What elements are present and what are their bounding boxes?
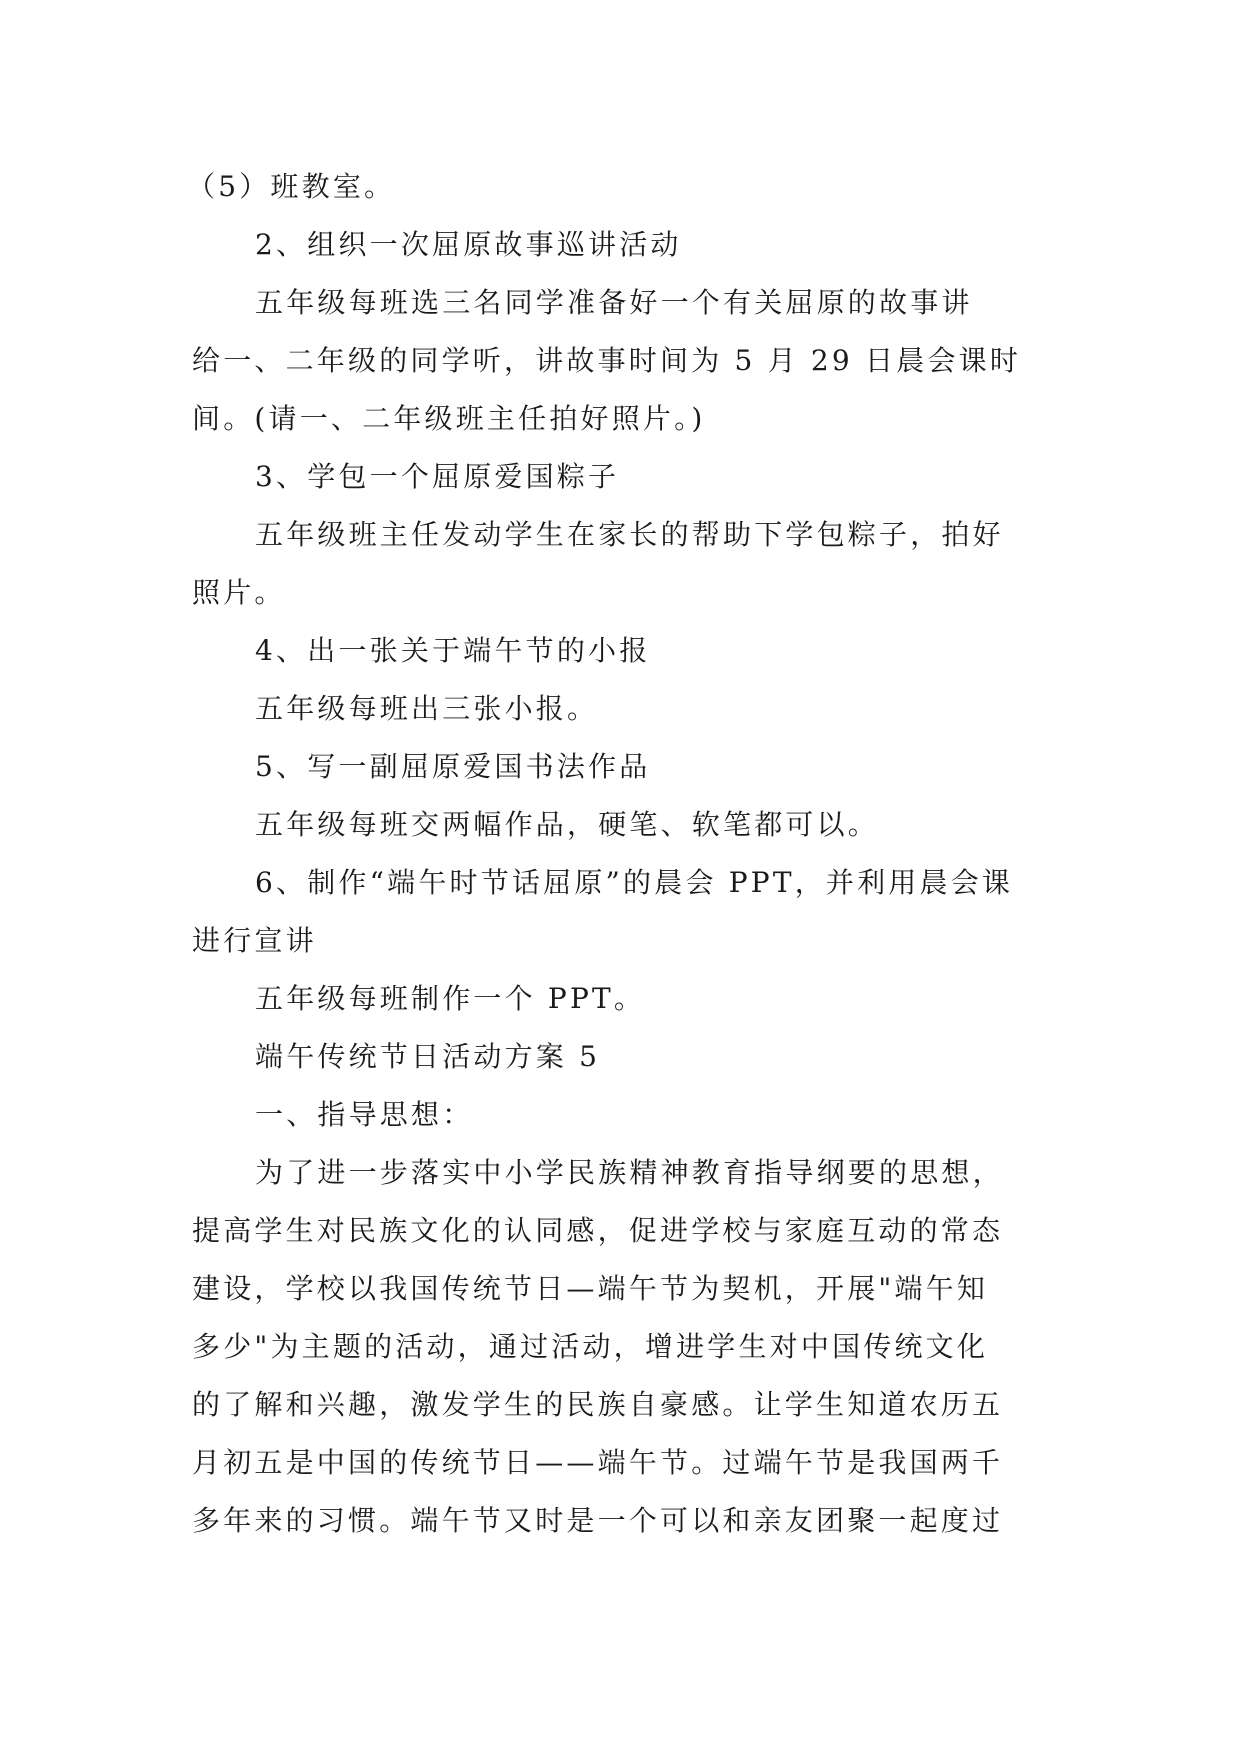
text-line: 给一、二年级的同学听，讲故事时间为 5 月 29 日晨会课时 — [192, 344, 1022, 377]
text-line: 提高学生对民族文化的认同感，促进学校与家庭互动的常态 — [192, 1214, 1004, 1247]
text-line: 进行宣讲 — [192, 924, 317, 957]
section-heading: 5、写一副屈原爱国书法作品 — [255, 750, 651, 783]
text-line: 多少"为主题的活动，通过活动，增进学生对中国传统文化 — [192, 1330, 989, 1363]
text-line: 为了进一步落实中小学民族精神教育指导纲要的思想， — [255, 1156, 1004, 1189]
section-heading: 3、学包一个屈原爱国粽子 — [255, 460, 620, 493]
text-line: 五年级班主任发动学生在家长的帮助下学包粽子，拍好 — [255, 518, 1004, 551]
text-line: （5）班教室。 — [187, 170, 396, 203]
section-heading: 2、组织一次屈原故事巡讲活动 — [255, 228, 682, 261]
section-heading: 6、制作“端午时节话屈原”的晨会 PPT，并利用晨会课 — [255, 866, 1014, 899]
text-line: 五年级每班选三名同学准备好一个有关屈原的故事讲 — [255, 286, 973, 319]
text-line: 五年级每班交两幅作品，硬笔、软笔都可以。 — [255, 808, 880, 841]
section-heading: 一、指导思想： — [255, 1098, 474, 1131]
text-line: 月初五是中国的传统节日——端午节。过端午节是我国两千 — [192, 1446, 1004, 1479]
text-line: 多年来的习惯。端午节又时是一个可以和亲友团聚一起度过 — [192, 1504, 1004, 1537]
text-line: 的了解和兴趣，激发学生的民族自豪感。让学生知道农历五 — [192, 1388, 1004, 1421]
text-line: 间。(请一、二年级班主任拍好照片。) — [192, 402, 706, 435]
document-title: 端午传统节日活动方案 5 — [255, 1040, 601, 1073]
section-heading: 4、出一张关于端午节的小报 — [255, 634, 651, 667]
text-line: 五年级每班制作一个 PPT。 — [255, 982, 646, 1015]
text-line: 照片。 — [192, 576, 286, 609]
text-line: 五年级每班出三张小报。 — [255, 692, 599, 725]
text-line: 建设，学校以我国传统节日—端午节为契机，开展"端午知 — [192, 1272, 989, 1305]
